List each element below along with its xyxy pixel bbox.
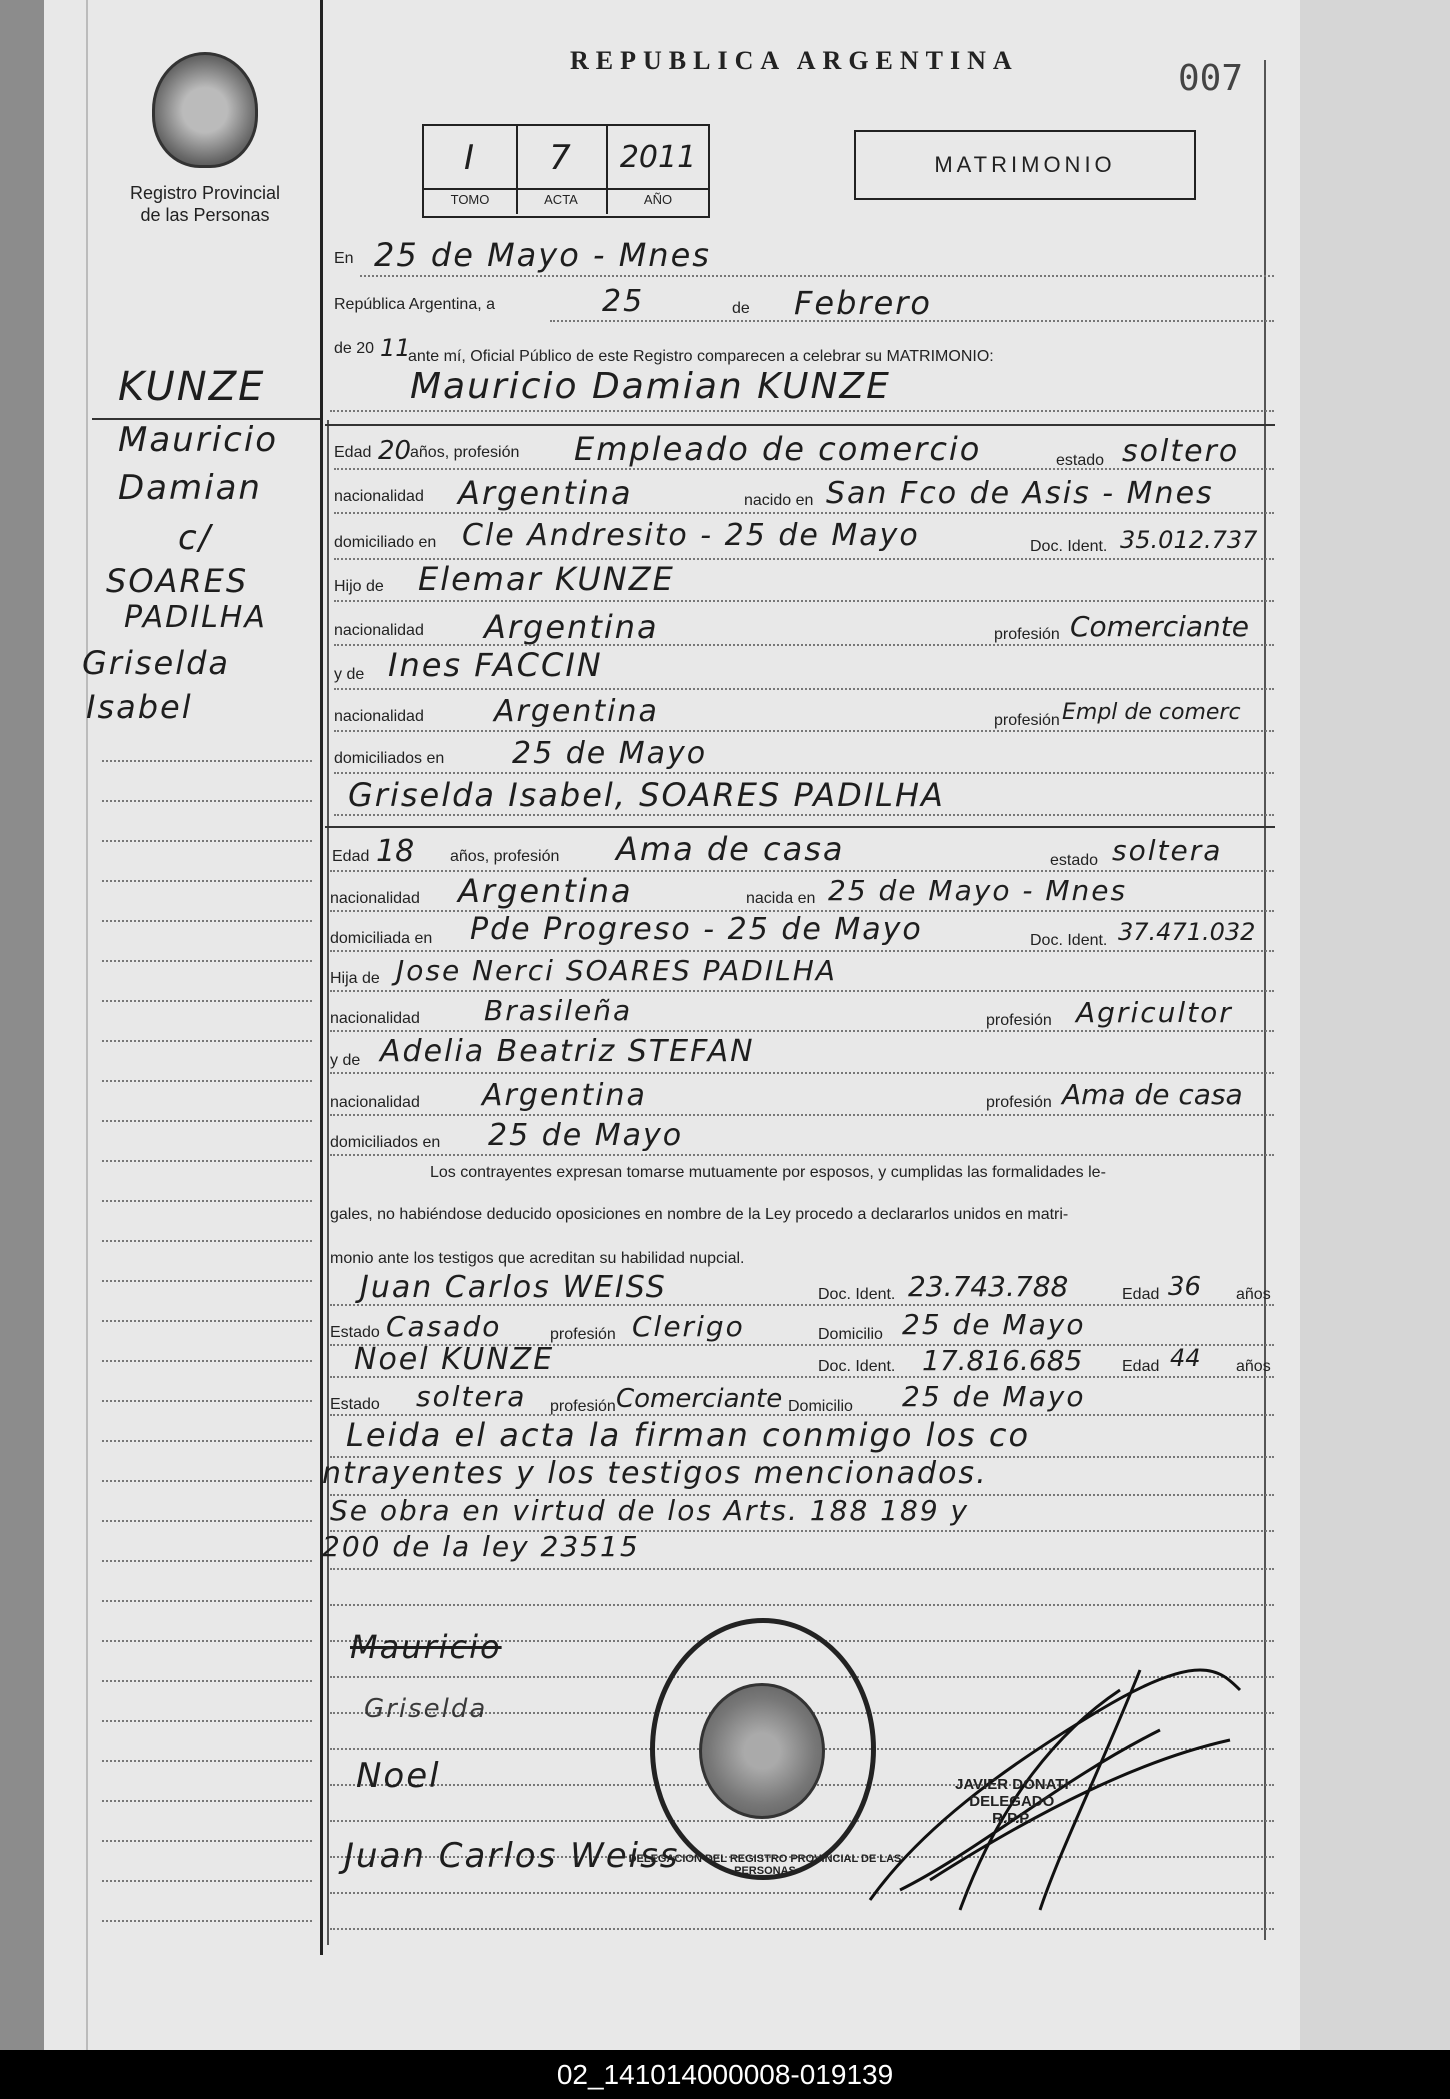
witness2-profesion: Comerciante <box>616 1384 783 1414</box>
official-block <box>955 1776 1069 1827</box>
bride-edad: 18 <box>376 834 415 869</box>
note-line3: Se obra en virtud de los Arts. 188 189 y <box>330 1494 970 1527</box>
tomo-acta-box <box>422 124 710 218</box>
bride-madre-nac-label: nacionalidad <box>330 1094 420 1111</box>
bride-nacida: 25 de Mayo - Mnes <box>828 874 1128 907</box>
margin-note-name6: Isabel <box>86 688 193 726</box>
groom-doc-label: Doc. Ident. <box>1030 538 1108 555</box>
provincial-seal-logo <box>152 52 258 168</box>
bride-doc-label: Doc. Ident. <box>1030 932 1108 949</box>
groom-edad-label: Edad <box>334 444 372 461</box>
witness1-profesion: Clerigo <box>632 1310 745 1343</box>
bride-section-rule <box>325 826 1275 828</box>
groom-padres-dom: 25 de Mayo <box>512 736 708 771</box>
groom-madre: Ines FACCIN <box>388 646 603 684</box>
groom-nacido-label: nacido en <box>744 492 814 509</box>
margin-border-left <box>86 0 88 2050</box>
witness1-profesion-label: profesión <box>550 1326 616 1343</box>
margin-note-name5: Griselda <box>82 644 231 682</box>
signature-witness2: Noel <box>356 1756 441 1796</box>
witness2-name: Noel KUNZE <box>354 1342 555 1377</box>
witness1-doc-label: Doc. Ident. <box>818 1286 896 1303</box>
bride-padre-line <box>330 990 1274 992</box>
groom-dom-label: domiciliado en <box>334 534 437 551</box>
bride-madre-line <box>330 1072 1274 1074</box>
bride-padre-nac-label: nacionalidad <box>330 1010 420 1027</box>
note-line4: 200 de la ley 23515 <box>322 1530 640 1563</box>
bride-padre: Jose Nerci SOARES PADILHA <box>396 954 837 987</box>
groom-madre-prof-label: profesión <box>994 712 1060 729</box>
bride-madre-nac-line <box>330 1114 1274 1116</box>
month-value: Febrero <box>794 284 932 322</box>
witness1-doc: 23.743.788 <box>908 1270 1069 1303</box>
bride-madre-label: y de <box>330 1052 361 1069</box>
witness2-line <box>330 1376 1274 1378</box>
anio-value: 2011 <box>619 140 697 175</box>
witness2-edad-label: Edad <box>1122 1358 1160 1375</box>
bride-doc: 37.471.032 <box>1118 918 1256 946</box>
groom-madre-line <box>334 688 1274 690</box>
witness1-edad: 36 <box>1168 1272 1202 1302</box>
intro-text: ante mí, Oficial Público de este Registro comparecen a celebrar su MATRIMONIO: <box>408 348 994 365</box>
groom-nac-line <box>334 512 1274 514</box>
groom-padres-dom-label: domiciliados en <box>334 750 445 767</box>
bride-name-line <box>334 814 1274 816</box>
witness1-domicilio-label: Domicilio <box>818 1326 883 1343</box>
page-edge <box>1300 0 1450 2050</box>
bride-dom-label: domiciliada en <box>330 930 433 947</box>
declaration-line2: gales, no habiéndose deducido oposiciones en nombre de la Ley procedo a declararlos unidos en matri- <box>330 1206 1069 1223</box>
bride-padre-nac: Brasileña <box>484 994 633 1027</box>
country-title: REPUBLICA ARGENTINA <box>570 46 1019 75</box>
page-number: 007 <box>1178 58 1244 99</box>
groom-name: Mauricio Damian KUNZE <box>410 366 891 407</box>
groom-nacido: San Fco de Asis - Mnes <box>826 476 1214 511</box>
groom-madre-nac-label: nacionalidad <box>334 708 424 725</box>
note-line2: ntrayentes y los testigos mencionados. <box>322 1456 988 1491</box>
form-border-body-left <box>327 420 329 1945</box>
bride-padre-nac-line <box>330 1030 1274 1032</box>
de-label: de <box>732 300 750 317</box>
document-type-box: MATRIMONIO <box>854 130 1196 200</box>
en-label: En <box>334 250 354 267</box>
groom-padre-nac-label: nacionalidad <box>334 622 424 639</box>
tomo-value: I <box>463 138 477 178</box>
org-name <box>110 182 300 226</box>
official-title: DELEGADO <box>969 1793 1055 1810</box>
official-name: JAVIER DONATI <box>955 1776 1069 1793</box>
groom-madre-nac-line <box>334 730 1274 732</box>
republica-label: República Argentina, a <box>334 296 495 313</box>
witness2-profesion-label: profesión <box>550 1398 616 1415</box>
witness1-estado-label: Estado <box>330 1324 380 1341</box>
groom-madre-prof: Empl de comerc <box>1062 700 1241 725</box>
groom-dom: Cle Andresito - 25 de Mayo <box>462 518 920 553</box>
declaration-line1: Los contrayentes expresan tomarse mutuamente por esposos, y cumplidas las formalidades le- <box>430 1164 1106 1181</box>
margin-note-name1: Mauricio <box>118 420 279 460</box>
groom-padre-prof-label: profesión <box>994 626 1060 643</box>
witness2-domicilio: 25 de Mayo <box>902 1380 1086 1413</box>
bride-dom-line <box>330 950 1274 952</box>
acta-value: 7 <box>549 138 573 178</box>
groom-edad-line <box>334 468 1274 470</box>
groom-nac-label: nacionalidad <box>334 488 424 505</box>
margin-border-right <box>320 0 323 1955</box>
groom-edad: 20 <box>378 436 412 466</box>
margin-note-name3: SOARES <box>106 562 249 600</box>
signature-witness1: Juan Carlos Weiss <box>344 1836 680 1876</box>
margin-note-name2: Damian <box>118 468 262 508</box>
witness1-domicilio: 25 de Mayo <box>902 1308 1086 1341</box>
bride-madre-prof-label: profesión <box>986 1094 1052 1111</box>
groom-padre: Elemar KUNZE <box>418 560 675 598</box>
bride-madre-nac: Argentina <box>482 1078 647 1113</box>
groom-nac: Argentina <box>458 474 633 512</box>
groom-madre-label: y de <box>334 666 365 683</box>
groom-section-rule <box>325 424 1275 426</box>
bride-padre-label: Hija de <box>330 970 380 987</box>
groom-estado-label: estado <box>1056 452 1105 469</box>
witness2-edad: 44 <box>1170 1344 1201 1372</box>
groom-padre-prof: Comerciante <box>1070 610 1249 643</box>
witness2-doc: 17.816.685 <box>922 1344 1083 1377</box>
stamp-emblem <box>699 1683 825 1819</box>
bride-name: Griselda Isabel, SOARES PADILHA <box>348 776 945 814</box>
bride-edad-label: Edad <box>332 848 370 865</box>
witness2-anos-label: años <box>1236 1358 1271 1375</box>
groom-doc: 35.012.737 <box>1120 526 1258 554</box>
anio-label: AÑO <box>643 192 673 207</box>
declaration-line3: monio ante los testigos que acreditan su habilidad nupcial. <box>330 1250 745 1267</box>
note-line1: Leida el acta la firman conmigo los co <box>346 1416 1031 1454</box>
year-suffix: 11 <box>380 334 411 362</box>
bride-dom: Pde Progreso - 25 de Mayo <box>470 912 923 947</box>
year-prefix: de 20 <box>334 340 375 357</box>
bride-madre-prof: Ama de casa <box>1062 1078 1243 1111</box>
bride-padres-dom: 25 de Mayo <box>488 1118 684 1153</box>
margin-note-surname: KUNZE <box>118 364 266 410</box>
signature-groom: Mauricio <box>350 1628 502 1666</box>
bride-estado: soltera <box>1112 834 1223 867</box>
scan-file-id: 02_141014000008-019139 <box>0 2050 1450 2099</box>
bride-padres-dom-label: domiciliados en <box>330 1134 441 1151</box>
bride-padres-dom-line <box>330 1154 1274 1156</box>
official-sub: R.P.P. <box>992 1810 1032 1827</box>
witness1-line <box>330 1304 1274 1306</box>
bride-profesion-label: años, profesión <box>450 848 560 865</box>
form-border-right <box>1264 60 1266 1940</box>
margin-note-name4: PADILHA <box>124 600 267 635</box>
margin-note-conj: c/ <box>178 518 213 558</box>
witness2-estado: soltera <box>416 1380 527 1413</box>
day-value: 25 <box>602 284 645 319</box>
stamp-text: DELEGACION DEL REGISTRO PROVINCIAL DE LAS PERSONAS <box>628 1853 902 1877</box>
witness2-doc-label: Doc. Ident. <box>818 1358 896 1375</box>
tomo-label: TOMO <box>450 192 490 207</box>
date-line <box>550 320 1274 322</box>
witness2-estado-label: Estado <box>330 1396 380 1413</box>
place-line <box>360 275 1274 277</box>
place-value: 25 de Mayo - Mnes <box>374 236 711 274</box>
witness1-estado: Casado <box>386 1310 502 1343</box>
bride-nac-label: nacionalidad <box>330 890 420 907</box>
groom-padre-nac: Argentina <box>484 608 659 646</box>
bride-nacida-label: nacida en <box>746 890 816 907</box>
groom-madre-nac: Argentina <box>494 694 659 729</box>
org-name-line2: de las Personas <box>140 205 270 225</box>
groom-padre-label: Hijo de <box>334 578 384 595</box>
acta-label: ACTA <box>544 192 578 207</box>
groom-padres-dom-line <box>334 772 1274 774</box>
bride-padre-prof: Agricultor <box>1076 996 1233 1029</box>
signature-bride: Griselda <box>364 1694 488 1724</box>
groom-padre-line <box>334 600 1274 602</box>
bride-nac: Argentina <box>458 872 633 910</box>
bride-estado-label: estado <box>1050 852 1099 869</box>
bride-padre-prof-label: profesión <box>986 1012 1052 1029</box>
witness1-name: Juan Carlos WEISS <box>360 1270 667 1305</box>
groom-profesion-label: años, profesión <box>410 444 520 461</box>
witness1-anos-label: años <box>1236 1286 1271 1303</box>
bride-profesion: Ama de casa <box>616 830 845 868</box>
groom-name-line <box>330 410 1274 412</box>
witness1-edad-label: Edad <box>1122 1286 1160 1303</box>
bride-madre: Adelia Beatriz STEFAN <box>380 1034 755 1069</box>
witness2-domicilio-label: Domicilio <box>788 1398 853 1415</box>
groom-profesion: Empleado de comercio <box>574 430 982 468</box>
groom-estado: soltero <box>1122 434 1240 469</box>
org-name-line1: Registro Provincial <box>129 183 281 203</box>
